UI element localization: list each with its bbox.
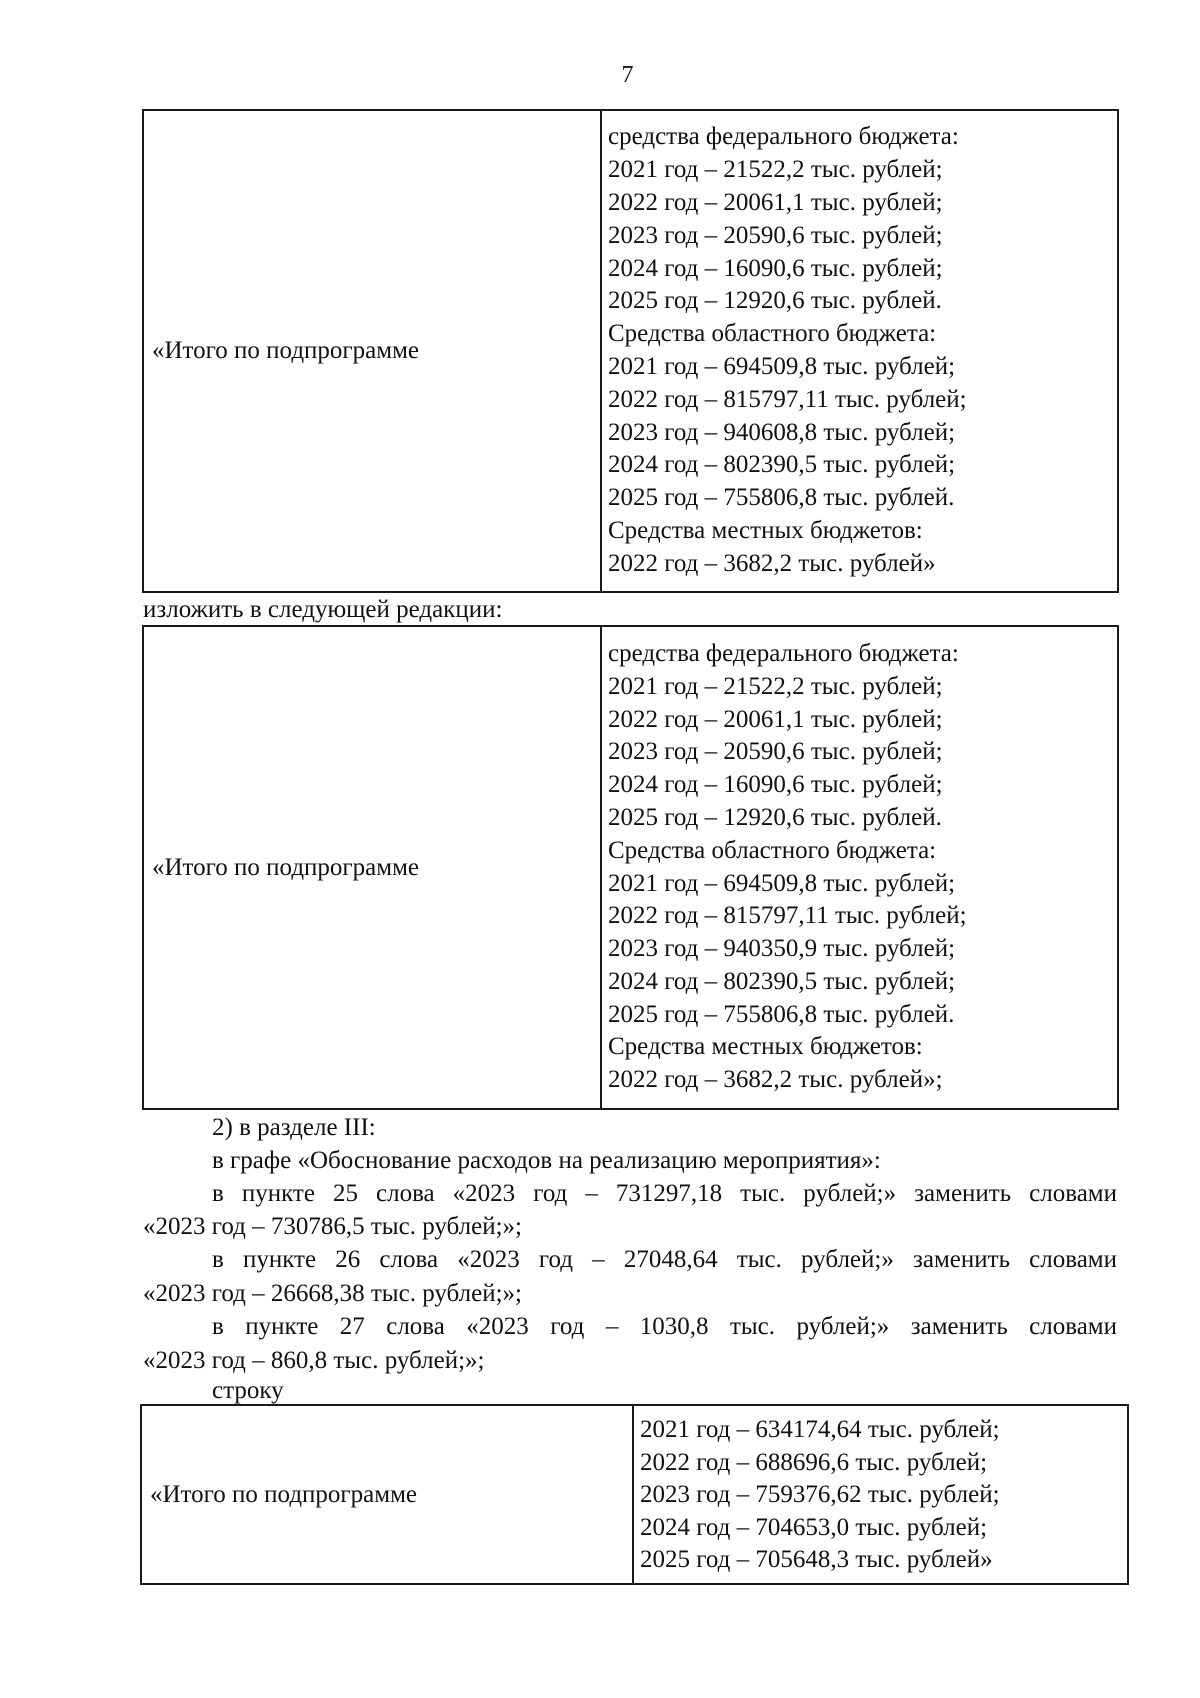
funding-line: 2024 год – 704653,0 тыс. рублей;	[640, 1513, 988, 1541]
funding-line: 2023 год – 20590,6 тыс. рублей;	[608, 738, 943, 766]
funding-line: 2022 год – 20061,1 тыс. рублей;	[608, 189, 943, 217]
section-heading: 2) в разделе III:	[212, 1114, 376, 1141]
page-number: 7	[621, 62, 634, 88]
table-left-cell	[143, 110, 601, 592]
funding-line: 2023 год – 940350,9 тыс. рублей;	[608, 935, 956, 963]
funding-line: 2022 год – 815797,11 тыс. рублей;	[608, 385, 967, 413]
table-left-cell	[141, 1405, 633, 1584]
point-26-line-2: «2023 год – 26668,38 тыс. рублей;»;	[143, 1280, 522, 1307]
funding-line: Средства местных бюджетов:	[608, 1033, 923, 1061]
table-left-cell	[143, 626, 601, 1109]
funding-line: 2025 год – 12920,6 тыс. рублей.	[608, 287, 942, 315]
funding-line: 2022 год – 815797,11 тыс. рублей;	[608, 902, 967, 930]
funding-line: 2021 год – 21522,2 тыс. рублей;	[608, 156, 943, 184]
subprogram-total-label: «Итого по подпрограмме	[150, 1480, 418, 1508]
funding-line: 2021 год – 21522,2 тыс. рублей;	[608, 672, 943, 700]
funding-line: 2024 год – 802390,5 тыс. рублей;	[608, 451, 956, 479]
funding-line: 2025 год – 12920,6 тыс. рублей.	[608, 803, 942, 831]
funding-line: Средства местных бюджетов:	[608, 516, 923, 544]
funding-line: Средства областного бюджета:	[608, 320, 937, 348]
funding-line: средства федерального бюджета:	[608, 123, 959, 151]
table-row	[143, 626, 1118, 1109]
table-row	[143, 110, 1118, 592]
funding-line: 2023 год – 20590,6 тыс. рублей;	[608, 221, 943, 249]
funding-line: 2021 год – 694509,8 тыс. рублей;	[608, 353, 956, 380]
point-27-line-2: «2023 год – 860,8 тыс. рублей;»;	[143, 1347, 485, 1374]
funding-line: 2024 год – 16090,6 тыс. рублей;	[608, 254, 943, 282]
funding-line: 2025 год – 755806,8 тыс. рублей.	[608, 484, 955, 512]
funding-line: 2024 год – 16090,6 тыс. рублей;	[608, 771, 943, 799]
table-right-cell	[633, 1405, 1128, 1584]
amendment-intro: изложить в следующей редакции:	[143, 596, 503, 623]
funding-line: 2023 год – 940608,8 тыс. рублей;	[608, 418, 956, 446]
table-right-cell	[601, 110, 1118, 592]
funding-line: Средства областного бюджета:	[608, 836, 937, 864]
funding-line: 2022 год – 20061,1 тыс. рублей;	[608, 705, 943, 733]
funding-line: 2024 год – 802390,5 тыс. рублей;	[608, 967, 956, 995]
subprogram-total-table-third	[140, 1404, 1129, 1585]
subprogram-total-label: «Итого по подпрограмме	[152, 337, 420, 364]
point-27-line-1: в пункте 27 слова «2023 год – 1030,8 тыс. рублей;» заменить словами	[212, 1313, 1117, 1340]
funding-line: 2021 год – 634174,64 тыс. рублей;	[640, 1416, 1000, 1444]
subprogram-total-table-old	[142, 109, 1119, 593]
funding-line: средства федерального бюджета:	[608, 639, 959, 667]
point-25-line-2: «2023 год – 730786,5 тыс. рублей;»;	[143, 1213, 522, 1240]
subprogram-total-table-new	[142, 625, 1119, 1110]
funding-line: 2023 год – 759376,62 тыс. рублей;	[640, 1481, 1000, 1509]
stroku-text: строку	[212, 1377, 284, 1404]
funding-line: 2022 год – 688696,6 тыс. рублей;	[640, 1448, 988, 1476]
funding-line: 2022 год – 3682,2 тыс. рублей»	[608, 549, 936, 577]
subprogram-total-label: «Итого по подпрограмме	[152, 853, 420, 881]
funding-line: 2022 год – 3682,2 тыс. рублей»;	[608, 1066, 943, 1094]
point-26-line-1: в пункте 26 слова «2023 год – 27048,64 тыс. рублей;» заменить словами	[212, 1246, 1117, 1273]
point-25-line-1: в пункте 25 слова «2023 год – 731297,18 тыс. рублей;» заменить словами	[212, 1180, 1117, 1207]
column-intro: в графе «Обоснование расходов на реализацию мероприятия»:	[212, 1147, 881, 1174]
table-row	[141, 1405, 1128, 1584]
table-right-cell	[601, 626, 1118, 1109]
funding-line: 2021 год – 694509,8 тыс. рублей;	[608, 869, 956, 897]
funding-line: 2025 год – 705648,3 тыс. рублей»	[640, 1546, 993, 1574]
funding-line: 2025 год – 755806,8 тыс. рублей.	[608, 1000, 955, 1028]
